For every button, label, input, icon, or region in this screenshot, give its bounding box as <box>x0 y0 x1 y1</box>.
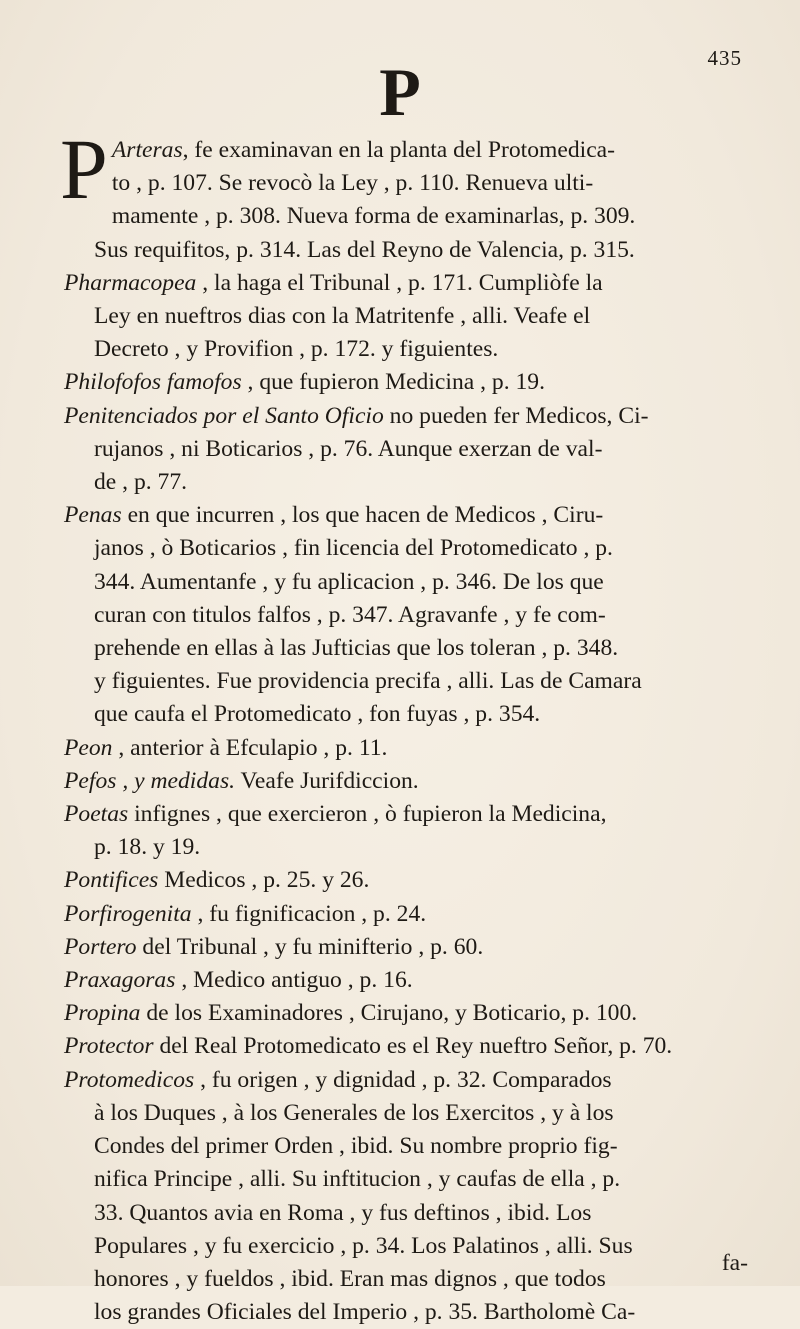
entry-text: Veafe Jurifdiccion. <box>235 767 419 794</box>
entry-headword: Porfirogenita <box>64 900 192 927</box>
index-entry <box>64 499 754 731</box>
index-entry <box>64 765 754 798</box>
entry-continuation-line: Populares , y fu exercicio , p. 34. Los Palatinos , alli. Sus <box>94 1232 633 1259</box>
entry-continuation-line: p. 18. y 19. <box>94 834 201 861</box>
entry-text: Medicos , p. 25. y 26. <box>158 867 370 894</box>
entry-continuation-line: de , p. 77. <box>94 469 188 496</box>
index-entries <box>60 121 754 1329</box>
entry-continuation-line: 344. Aumentanfe , y fu aplicacion , p. 346. De los que <box>94 568 604 595</box>
entry-headword: Portero <box>64 933 137 960</box>
entry-text: del Tribunal , y fu minifterio , p. 60. <box>136 933 484 960</box>
entry-text: , que fupieron Medicina , p. 19. <box>241 369 545 396</box>
entry-headword: Pharmacopea <box>64 269 197 296</box>
entry-headword: Propina <box>64 1000 141 1027</box>
index-entry <box>64 732 754 765</box>
entry-text: , la haga el Tribunal , p. 171. Cumpliòfe la <box>196 269 603 296</box>
entry-text: , fe examinavan en la planta del Protomedica- <box>182 137 615 163</box>
entry-headword: Pontifices <box>64 867 159 894</box>
entry-headword: Penitenciados por el Santo Oficio <box>64 402 384 429</box>
entry-text: del Real Protomedicato es el Rey nueftro Señor, p. 70. <box>153 1033 673 1060</box>
index-entry <box>64 997 754 1030</box>
entry-continuation-line: 33. Quantos avia en Roma , y fus deftinos , ibid. Los <box>94 1199 592 1226</box>
entry-headword: Peon <box>64 734 113 761</box>
entry-headword: Protomedicos <box>64 1066 195 1093</box>
section-letter: P <box>379 54 421 130</box>
index-entry <box>64 267 754 367</box>
entry-continuation-line: janos , ò Boticarios , fin licencia del Protomedicato , p. <box>94 535 613 562</box>
index-entry <box>64 864 754 897</box>
entry-continuation-line: rujanos , ni Boticarios , p. 76. Aunque exerzan de val- <box>94 435 603 462</box>
entry-headword: Praxagoras <box>64 967 176 994</box>
entry-text: en que incurren , los que hacen de Medicos , Ciru- <box>121 502 604 529</box>
entry-continuation-line: Decreto , y Provifion , p. 172. y figuientes. <box>94 336 499 363</box>
catchword: fa- <box>721 1250 748 1276</box>
entry-continuation-line: los grandes Oficiales del Imperio , p. 35. Bartholomè Ca- <box>94 1299 636 1326</box>
entry-headword: Arteras <box>111 137 183 163</box>
entry-text: infignes , que exercieron , ò fupieron la Medicina, <box>128 801 607 828</box>
entry-continuation-line: honores , y fueldos , ibid. Eran mas dignos , que todos <box>94 1265 606 1292</box>
entry-continuation-line: que caufa el Protomedicato , fon fuyas , p. 354. <box>94 701 541 728</box>
entry-text: , fu origen , y dignidad , p. 32. Comparados <box>194 1066 612 1093</box>
entry-continuation-line: Ley en nueftros dias con la Matritenfe , alli. Veafe el <box>94 303 591 330</box>
index-entry <box>64 964 754 997</box>
drop-cap: P <box>60 121 108 217</box>
index-entry <box>64 798 754 864</box>
entry-continuation-line: curan con titulos falfos , p. 347. Agravanfe , y fe com- <box>94 601 606 628</box>
index-entry <box>64 400 754 500</box>
index-entry <box>64 931 754 964</box>
entry-continuation-line: nifica Principe , alli. Su inftitucion , y caufas de ella , p. <box>94 1166 621 1193</box>
entry-text: , anterior à Efculapio , p. 11. <box>112 734 388 761</box>
entry-text: no pueden fer Medicos, Ci- <box>383 402 649 429</box>
entry-text: de los Examinadores , Cirujano, y Boticario, p. 100. <box>140 1000 638 1027</box>
entry-headword: Protector <box>64 1033 154 1060</box>
entry-headword: Penas <box>64 502 122 529</box>
index-entry <box>64 1030 754 1063</box>
entry-continuation-line: à los Duques , à los Generales de los Exercitos , y à los <box>94 1099 614 1126</box>
entry-continuation-line: Condes del primer Orden , ibid. Su nombre proprio fig- <box>94 1133 618 1160</box>
index-entry <box>60 121 754 267</box>
index-entry <box>64 898 754 931</box>
page-number: 435 <box>707 46 742 70</box>
index-entry <box>64 1064 754 1329</box>
entry-continuation-line: Sus requifitos, p. 314. Las del Reyno de Valencia, p. 315. <box>94 236 635 263</box>
entry-headword: Philofofos famofos <box>64 369 242 396</box>
entry-continuation-line: y figuientes. Fue providencia precifa , alli. Las de Camara <box>94 668 642 695</box>
entry-continuation-line: prehende en ellas à las Jufticias que los toleran , p. 348. <box>94 635 619 662</box>
entry-text: , fu fignificacion , p. 24. <box>191 900 427 927</box>
entry-continuation-line: mamente , p. 308. Nueva forma de examinarlas, p. 309. <box>111 203 636 230</box>
entry-headword: Poetas <box>64 801 129 828</box>
entry-text: , Medico antiguo , p. 16. <box>175 967 413 994</box>
entry-headword: Pefos , y medidas. <box>64 767 236 794</box>
entry-continuation-line: to , p. 107. Se revocò la Ley , p. 110. Renueva ulti- <box>111 170 594 197</box>
index-entry <box>64 366 754 399</box>
